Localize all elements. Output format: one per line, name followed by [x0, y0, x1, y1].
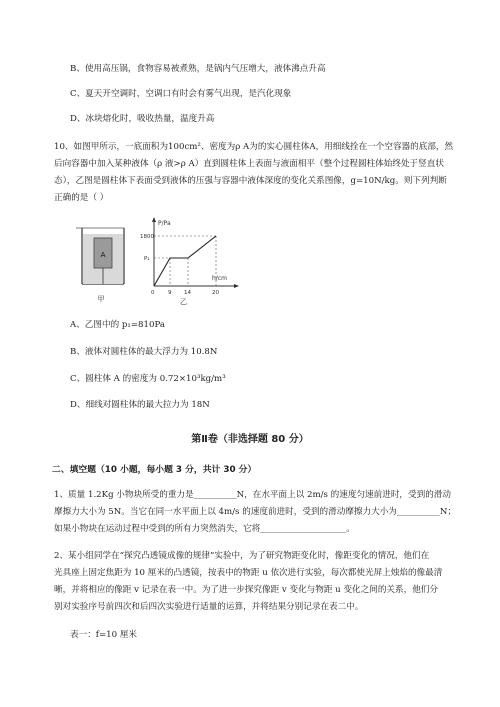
y-axis-arrow-icon	[152, 217, 156, 222]
y-axis-label: P/Pa	[158, 220, 171, 227]
x-tick-0: 0	[151, 290, 155, 296]
option-c-prev: C、夏天开空调时，空调口有时会有雾气出现，是汽化现象	[70, 89, 292, 99]
q10-stem-line-3: 态），乙图是圆柱体下表面受到液体的压强与容器中液体深度的变化关系图像，g=10N/kg。则下列判断	[54, 176, 447, 186]
q1-line-1: 1、质量 1.2Kg 小物块所受的重力是__________N，在水平面上以 2m/s 的速度匀速前进时，受到的滑动	[54, 490, 451, 500]
q10-option-a: A、乙图中的 p₁=810Pa	[70, 320, 165, 330]
option-d-prev: D、冰块熔化时，吸收热量，温度升高	[70, 114, 215, 124]
y-value-1800: 1800	[140, 234, 154, 240]
q10-stem-line-2: 后向容器中加入某种液体（ρ 液>ρ A）直到圆柱体上表面与液面相平（整个过程圆柱体始终处于竖直状	[54, 159, 444, 169]
q10-option-b: B、液体对圆柱体的最大浮力为 10.8N	[70, 347, 218, 357]
q2-line-2: 光具座上固定焦距为 10 厘米的凸透镜，按表中的物距 u 依次进行实验，每次都使光屏上烛焰的像最清	[54, 568, 443, 578]
figure-jia-label: 甲	[97, 295, 105, 303]
q10-option-c: C、圆柱体 A 的密度为 0.72×10³kg/m³	[70, 374, 226, 384]
x-tick-20: 20	[212, 290, 219, 296]
q10-option-d: D、细线对圆柱体的最大拉力为 18N	[70, 400, 210, 410]
part-2-title: 第Ⅱ卷（非选择题 80 分）	[191, 434, 309, 445]
table-1-caption: 表一：f=10 厘米	[70, 630, 138, 640]
figure-yi-label: 乙	[180, 298, 187, 306]
q2-line-4: 别对实验序号前四次和后四次实验进行适量的运算，并将结果分别记录在表二中。	[54, 602, 364, 612]
q1-line-3: 如果小物块在运动过程中受到的所有力突然消失，它将____________________。	[54, 524, 355, 534]
figure-yi	[140, 216, 250, 306]
x-axis-arrow-icon	[234, 284, 239, 288]
section-2-title: 二、填空题（10 小题，每小题 3 分，共计 30 分）	[52, 465, 257, 475]
x-axis-label: h/cm	[212, 275, 227, 282]
q10-stem-line-4: 正确的是（ ）	[54, 193, 109, 203]
pressure-curve	[154, 236, 216, 286]
x-tick-9: 9	[168, 290, 172, 296]
q2-line-3: 晰，并将相应的像距 v 记录在表一中。为了进一步探究像距 v 变化与物距 u 变化之间的关系，他们分	[54, 585, 438, 595]
figure-jia	[68, 218, 148, 306]
q1-line-2: 摩擦力大小为 5N。当它在同一水平面上以 4m/s 的速度前进时，受到的滑动摩擦力大小为__________N；	[54, 507, 456, 517]
option-b-prev: B、使用高压锅，食物容易被煮熟，是锅内气压增大，液体沸点升高	[70, 64, 326, 74]
p1-label: P₁	[144, 256, 150, 262]
x-tick-14: 14	[184, 290, 191, 296]
q10-stem-line-1: 10、如图甲所示，一底面积为100cm²、密度为ρ A为的实心圆柱体A，用细线拴在一个空容器的底部，然	[54, 142, 454, 152]
cylinder-a-label: A	[100, 251, 106, 259]
q2-line-1: 2、某小组同学在“探究凸透镜成像的规律”实验中，为了研究物距变化时，像距变化的情况，他们在	[54, 551, 430, 561]
